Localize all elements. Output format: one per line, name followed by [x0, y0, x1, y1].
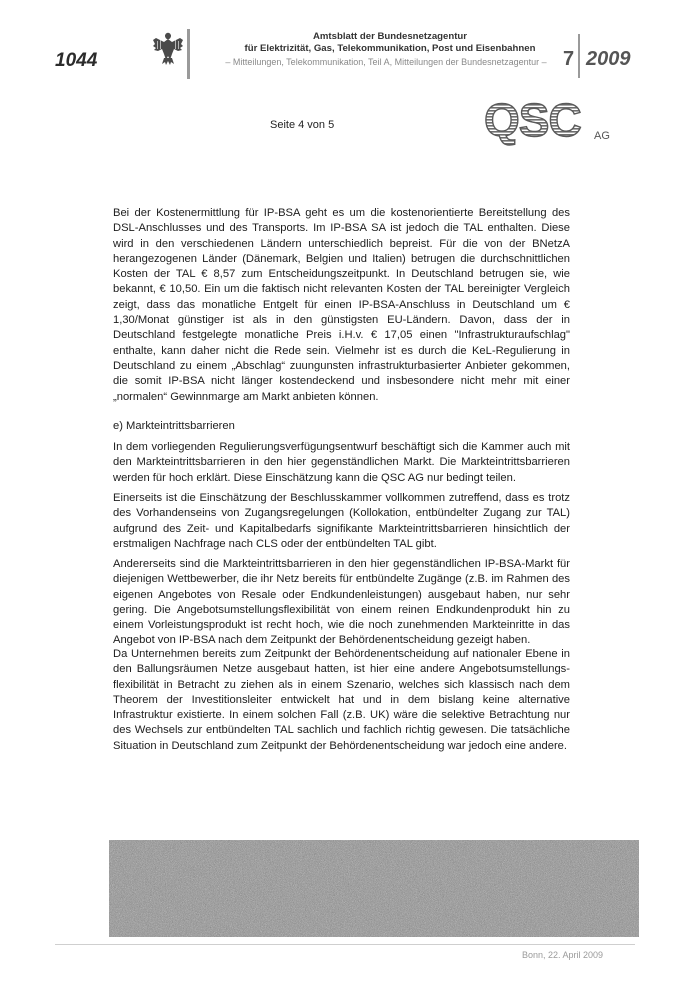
footer-place-date: Bonn, 22. April 2009	[522, 950, 604, 960]
header-divider	[187, 29, 190, 79]
paragraph-text: In dem vorliegenden Regulierungsverfügungsentwurf beschäftigt sich die Kammer auch mit den Markteintrittsbarrieren in den hier gegenständlichen Markt. Die Markteintrittsbarrieren werden für hoch erklärt. Diese Einschätzung kann die QSC AG nur bedingt teilen.	[113, 441, 570, 484]
federal-eagle-icon	[152, 30, 184, 66]
body-paragraph-1	[113, 206, 570, 405]
scan-noise-block	[109, 840, 639, 937]
qsc-logo-suffix: AG	[594, 130, 610, 142]
gazette-title-line2: für Elektrizität, Gas, Telekommunikation, Post und Eisenbahnen	[244, 43, 536, 54]
issue-divider	[578, 34, 580, 78]
section-heading: e) Markteintrittsbarrieren	[113, 420, 235, 432]
paragraph-text: Da Unternehmen bereits zum Zeitpunkt der Behördenentscheidung auf nationaler Ebene in den Ballungsräumen Netze ausgebaut hatten, ist hier eine andere Angebotsumstellungs-flexibilität in Betracht zu ziehen als in einem Szenario, welches sich klassisch nach dem Theorem der Investitionsleiter entwickelt hat und in dem bislang keine alternative Infrastruktur existierte. In einem solchen Fall (z.B. UK) wäre die selektive Betrachtung nur des Wechsels zur entbündelten TAL sachlich und fachlich richtig gewesen. Die tatsächliche Situation in Deutschland zum Zeitpunkt der Behördenentscheidung war jedoch eine andere.	[113, 648, 570, 752]
qsc-logo-text: QSC	[484, 95, 581, 146]
gazette-subtitle: – Mitteilungen, Telekommunikation, Teil A, Mitteilungen der Bundesnetzagentur –	[225, 57, 547, 67]
body-paragraph-5	[113, 647, 570, 754]
gazette-title-line1: Amtsblatt der Bundesnetzagentur	[312, 31, 468, 42]
issue-number: 7	[563, 48, 575, 70]
gazette-title	[200, 31, 580, 55]
paragraph-text: Bei der Kostenermittlung für IP-BSA geht es um die kostenorientierte Bereitstellung des DSL-Anschlusses und des Transports. Im IP-BSA SA ist jedoch die TAL enthalten. Diese wird in den verschiedenen Ländern unterschiedlich bepreist. Für die von der BNetzA herangezogenen Länder (Dänemark, Belgien und Italien) betrugen die durchschnittlichen Kosten der TAL € 8,57 zum Entscheidungszeitpunkt. In Deutschland betrugen sie, wie bekannt, € 10,50. Ein um die faktisch nicht relevanten Kosten der TAL bereinigter Vergleich zeigt, dass das monatliche Entgelt für einen IP-BSA-Anschluss in Deutschland um € 1,30/Monat günstiger ist als in den günstigsten EU-Ländern. Davon, dass der in Deutschland festgelegte monatliche Preis i.H.v. € 17,05 einen "Infrastrukturaufschlag" enthalte, kann daher nicht die Rede sein. Vielmehr ist es durch die KeL-Regulierung in Deutschland zu einem „Abschlag“ zuungunsten infrastrukturbasierter Anbieter gekommen, die somit IP-BSA nicht länger kostendeckend und insbesondere nicht mehr mit einer „normalen“ Gewinnmarge am Markt anbieten können.	[113, 207, 570, 403]
body-paragraph-2	[113, 440, 570, 486]
paragraph-text: Andererseits sind die Markteintrittsbarrieren in den hier gegenständlichen IP-BSA-Markt für diejenigen Wettbewerber, die ihr Netz bereits für entbündelte Zugänge (z.B. im Rahmen des eigenen Angebotes von Resale oder Endkundenleistungen) ausgebaut haben, nur sehr gering. Die Angebotsumstellungsflexibilität von einem reinen Endkundenprodukt hin zu einem Vorleistungsprodukt ist recht hoch, wie die noch zunehmenden Markteinritte in das Angebot von IP-BSA nach dem Zeitpunkt der Behördenentscheidung gezeigt haben.	[113, 558, 570, 647]
page-number: 1044	[55, 50, 98, 71]
letter-page-label: Seite 4 von 5	[270, 119, 335, 131]
footer-divider	[55, 944, 635, 945]
paragraph-text: Einerseits ist die Einschätzung der Beschlusskammer vollkommen zutreffend, dass es trotz des Vorhandenseins von Zugangsregelungen (Kollokation, entbündelter Zugang zur TAL) aufgrund des Zeit- und Kapitalbedarfs signifikante Markteintrittsbarrieren hinsichtlich der erstmaligen Nachfrage nach CLS oder der entbündelten TAL gibt.	[113, 492, 570, 550]
body-paragraph-4	[113, 557, 570, 649]
qsc-logo	[480, 95, 630, 151]
body-paragraph-3	[113, 491, 570, 552]
issue-year: 2009	[586, 48, 631, 70]
